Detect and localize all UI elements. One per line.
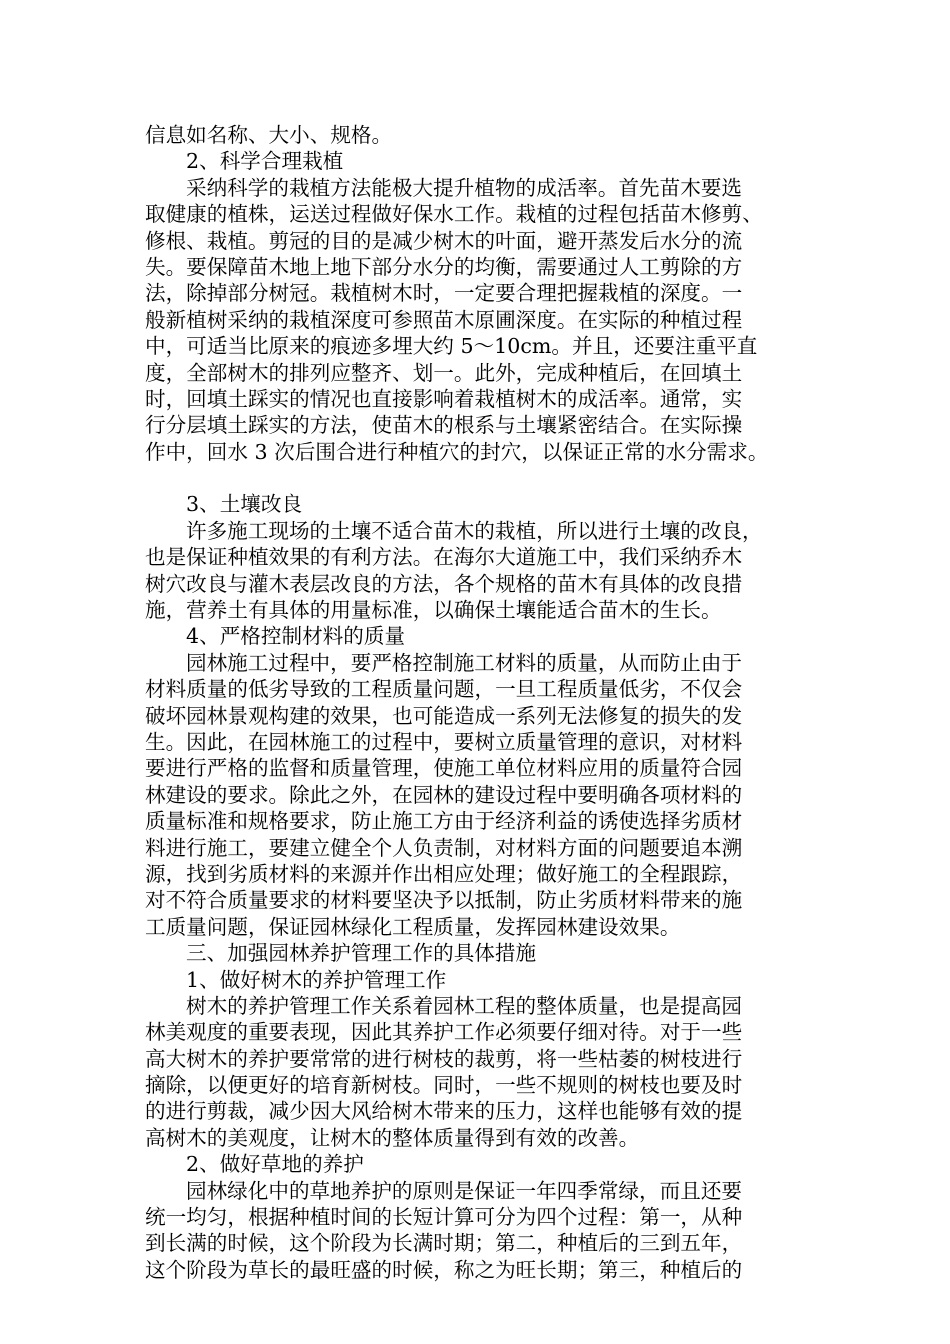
subsection-heading: 4、严格控制材料的质量 [186,624,406,649]
body-text-line: 园林施工过程中，要严格控制施工材料的质量，从而防止由于 [186,650,743,675]
subsection-heading: 2、科学合理栽植 [186,149,344,174]
body-text-line: 摘除，以便更好的培育新树枝。同时，一些不规则的树枝也要及时 [145,1073,743,1098]
body-text-line: 般新植树采纳的栽植深度可参照苗木原圃深度。在实际的种植过程 [145,307,743,332]
body-text-line: 行分层填土踩实的方法，使苗木的根系与土壤紧密结合。在实际操 [145,413,743,438]
body-text-line: 信息如名称、大小、规格。 [145,123,393,147]
body-text-line: 树穴改良与灌木表层改良的方法，各个规格的苗木有具体的改良措 [145,571,743,596]
subsection-heading: 1、做好树木的养护管理工作 [186,967,447,992]
body-text-line: 园林绿化中的草地养护的原则是保证一年四季常绿，而且还要 [186,1178,743,1203]
body-text-line: 破坏园林景观构建的效果，也可能造成一系列无法修复的损失的发 [145,703,743,728]
body-text-line: 源，找到劣质材料的来源并作出相应处理；做好施工的全程跟踪， [145,861,743,886]
subsection-heading: 3、土壤改良 [186,492,303,517]
body-text-line: 中，可适当比原来的痕迹多埋大约 5～10cm。并且，还要注重平直 [145,334,758,359]
body-text-line: 生。因此，在园林施工的过程中，要树立质量管理的意识，对材料 [145,729,743,754]
body-text-line: 林建设的要求。除此之外，在园林的建设过程中要明确各项材料的 [145,782,743,807]
body-text-line: 要进行严格的监督和质量管理，使施工单位材料应用的质量符合园 [145,756,743,781]
body-text-line: 作中，回水 3 次后围合进行种植穴的封穴，以保证正常的水分需求。 [145,439,769,464]
body-text-line: 材料质量的低劣导致的工程质量问题，一旦工程质量低劣，不仅会 [145,677,743,702]
section-heading: 三、加强园林养护管理工作的具体措施 [186,941,537,966]
body-text-line: 时，回填土踩实的情况也直接影响着栽植树木的成活率。通常，实 [145,386,743,411]
body-text-line: 采纳科学的栽植方法能极大提升植物的成活率。首先苗木要选 [186,175,743,200]
subsection-heading: 2、做好草地的养护 [186,1152,364,1177]
body-text-line: 失。要保障苗木地上地下部分水分的均衡，需要通过人工剪除的方 [145,254,743,279]
body-text-line: 许多施工现场的土壤不适合苗木的栽植，所以进行土壤的改良， [186,518,763,543]
body-text-line: 法，除掉部分树冠。栽植树木时，一定要合理把握栽植的深度。一 [145,281,743,306]
blank-line [145,465,805,491]
body-text-line: 统一均匀，根据种植时间的长短计算可分为四个过程：第一，从种 [145,1205,743,1230]
body-text-line: 施，营养土有具体的用量标准，以确保土壤能适合苗木的生长。 [145,598,722,623]
body-text-line: 工质量问题，保证园林绿化工程质量，发挥园林建设效果。 [145,914,681,939]
body-text-line: 的进行剪裁，减少因大风给树木带来的压力，这样也能够有效的提 [145,1099,743,1124]
body-text-line: 料进行施工，要建立健全个人负责制，对材料方面的问题要追本溯 [145,835,743,860]
body-text-line: 这个阶段为草长的最旺盛的时候，称之为旺长期；第三，种植后的 [145,1257,743,1282]
document-page [145,122,805,1283]
body-text-line: 修根、栽植。剪冠的目的是减少树木的叶面，避开蒸发后水分的流 [145,228,743,253]
body-text-line: 高大树木的养护要常常的进行树枝的裁剪，将一些枯萎的树枝进行 [145,1046,743,1071]
body-text-line: 质量标准和规格要求，防止施工方由于经济利益的诱使选择劣质材 [145,809,743,834]
body-text-line: 也是保证种植效果的有利方法。在海尔大道施工中，我们采纳乔木 [145,545,743,570]
body-text-line: 树木的养护管理工作关系着园林工程的整体质量，也是提高园 [186,993,743,1018]
body-text-line: 对不符合质量要求的材料要坚决予以抵制，防止劣质材料带来的施 [145,888,743,913]
body-text-line: 林美观度的重要表现，因此其养护工作必须要仔细对待。对于一些 [145,1020,743,1045]
body-text-line: 到长满的时候，这个阶段为长满时期；第二，种植后的三到五年， [145,1231,743,1256]
body-text-line: 高树木的美观度，让树木的整体质量得到有效的改善。 [145,1125,640,1150]
body-text-line: 度，全部树木的排列应整齐、划一。此外，完成种植后，在回填土 [145,360,743,385]
body-text-line: 取健康的植株，运送过程做好保水工作。栽植的过程包括苗木修剪、 [145,202,763,227]
